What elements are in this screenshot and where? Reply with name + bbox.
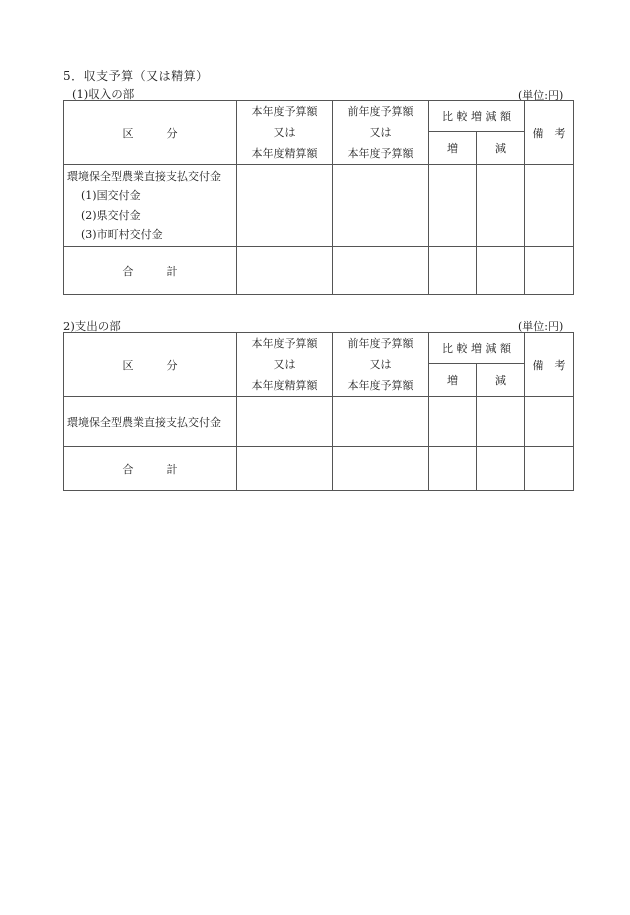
header-category: 区 分 [64,101,237,165]
cell[interactable] [237,397,333,447]
income-unit: (単位:円) [518,89,564,102]
cell[interactable] [237,447,333,491]
header-remarks: 備 考 [525,333,574,397]
expense-item: 環境保全型農業直接支払交付金 [64,397,237,447]
income-table [63,100,574,295]
cell[interactable] [333,397,429,447]
header-current-budget: 本年度予算額 又は 本年度精算額 [237,101,333,165]
header-category: 区 分 [64,333,237,397]
cell[interactable] [237,165,333,247]
cell[interactable] [333,447,429,491]
cell[interactable] [477,165,525,247]
cell[interactable] [477,397,525,447]
header-increase: 増 [429,363,477,396]
header-comparison: 比 較 増 減 額 [429,333,525,364]
total-label: 合 計 [64,447,237,491]
cell[interactable] [525,397,574,447]
income-items: 環境保全型農業直接支払交付金 (1)国交付金 (2)県交付金 (3)市町村交付金 [64,165,237,247]
cell[interactable] [525,247,574,295]
cell[interactable] [477,447,525,491]
cell[interactable] [429,397,477,447]
cell[interactable] [525,447,574,491]
header-previous-budget: 前年度予算額 又は 本年度予算額 [333,101,429,165]
header-remarks: 備 考 [525,101,574,165]
cell[interactable] [525,165,574,247]
header-decrease: 減 [477,363,525,396]
cell[interactable] [429,247,477,295]
cell[interactable] [429,447,477,491]
header-increase: 増 [429,132,477,165]
header-previous-budget: 前年度予算額 又は 本年度予算額 [333,333,429,397]
expense-table [63,332,574,491]
cell[interactable] [333,165,429,247]
cell[interactable] [333,247,429,295]
cell[interactable] [429,165,477,247]
expense-title: 2)支出の部 [63,319,121,333]
expense-unit: (単位:円) [518,320,564,333]
header-decrease: 減 [477,132,525,165]
header-comparison: 比 較 増 減 額 [429,101,525,132]
income-title: (1)収入の部 [72,87,135,101]
total-label: 合 計 [64,247,237,295]
header-current-budget: 本年度予算額 又は 本年度精算額 [237,333,333,397]
cell[interactable] [477,247,525,295]
section-heading: 5．収支予算（又は精算） [63,69,209,83]
cell[interactable] [237,247,333,295]
